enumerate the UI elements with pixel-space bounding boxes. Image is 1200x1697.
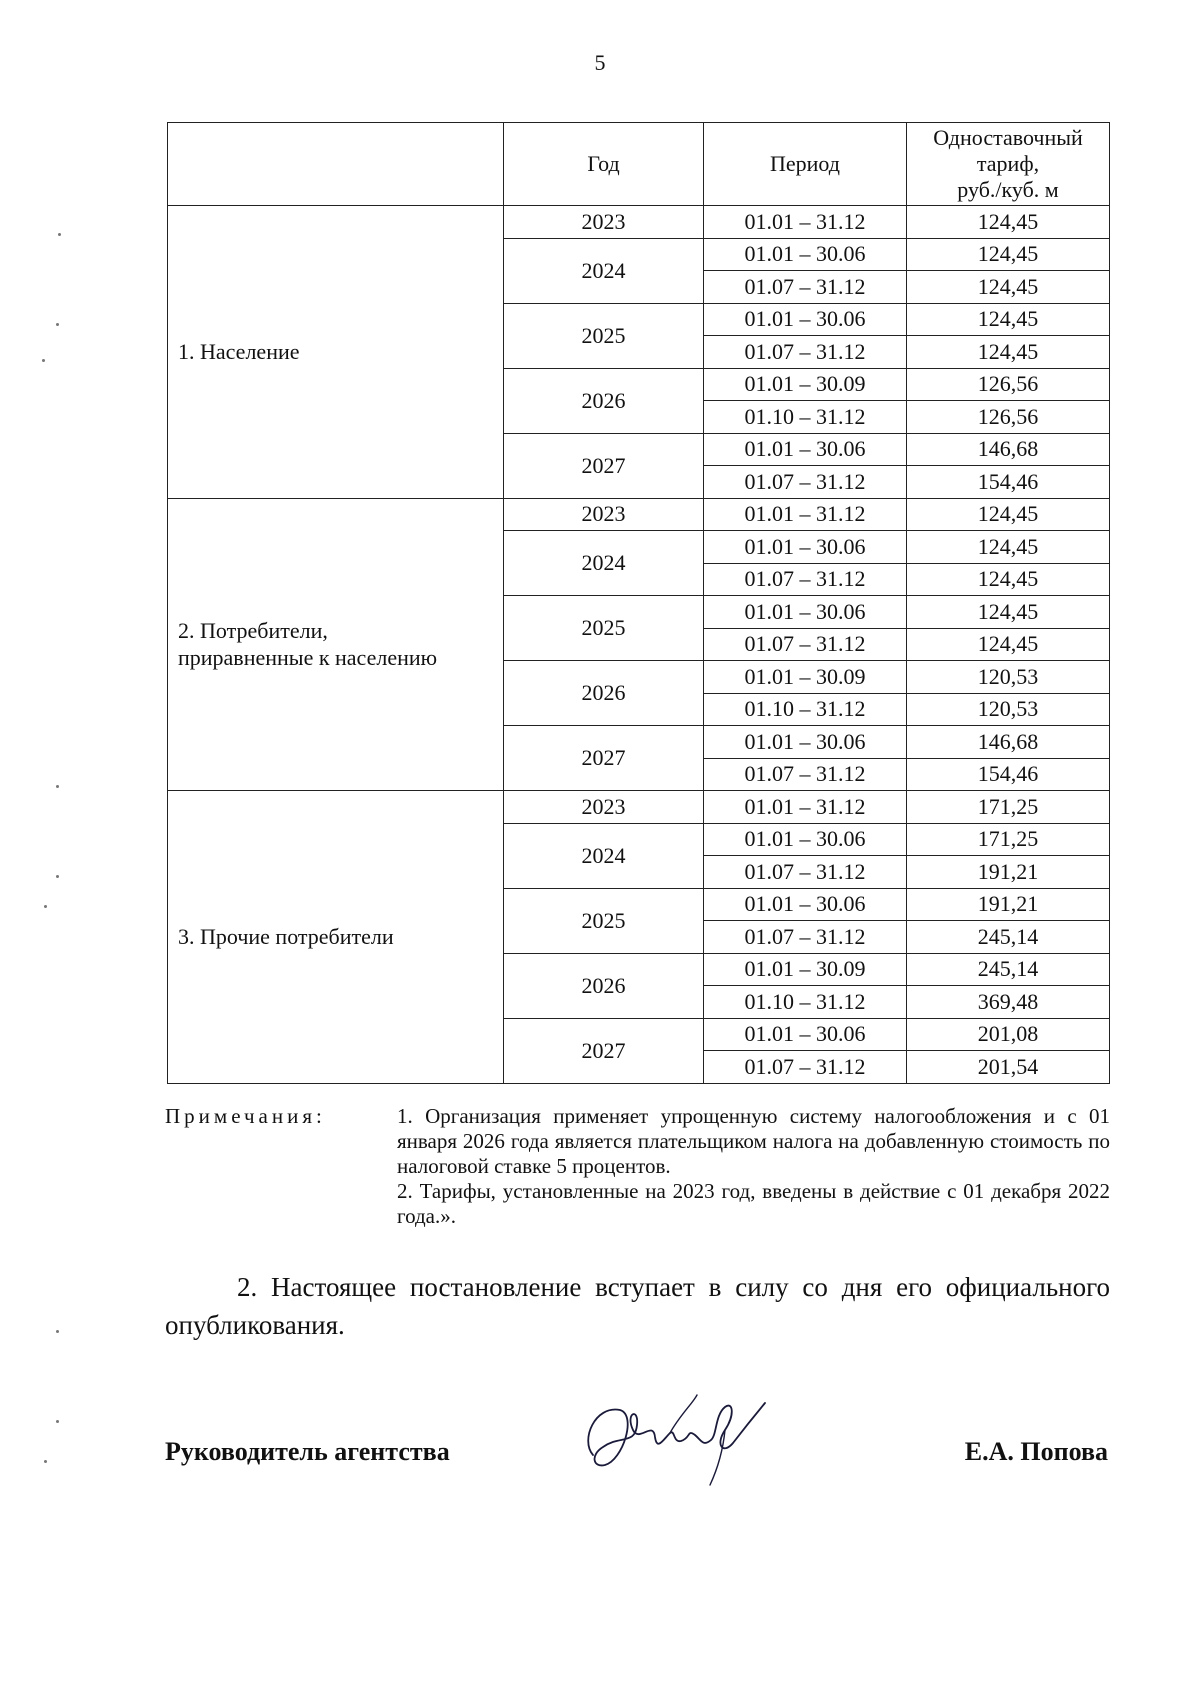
tariff-cell: 120,53	[907, 693, 1110, 726]
scan-speck	[56, 1330, 59, 1333]
header-tariff	[907, 123, 1110, 206]
signature-icon	[575, 1385, 775, 1495]
note-item-2: 2. Тарифы, установленные на 2023 год, введены в действие с 01 декабря 2022 года.».	[397, 1179, 1110, 1228]
period-cell: 01.07 – 31.12	[704, 856, 907, 889]
period-cell: 01.01 – 30.09	[704, 953, 907, 986]
scan-speck	[56, 785, 59, 788]
group-label-prochie: 3. Прочие потребители	[168, 791, 504, 1084]
tariff-cell: 154,46	[907, 466, 1110, 499]
scan-speck	[56, 1420, 59, 1423]
tariff-cell: 124,45	[907, 563, 1110, 596]
page-number: 5	[594, 50, 606, 75]
tariff-cell: 369,48	[907, 986, 1110, 1019]
tariff-cell: 201,08	[907, 1018, 1110, 1051]
header-tariff-line2: тариф,	[976, 151, 1040, 176]
period-cell: 01.01 – 30.06	[704, 596, 907, 629]
period-cell: 01.10 – 31.12	[704, 986, 907, 1019]
period-cell: 01.07 – 31.12	[704, 271, 907, 304]
notes-label: Примечания:	[165, 1104, 326, 1128]
period-cell: 01.01 – 30.06	[704, 823, 907, 856]
period-cell: 01.07 – 31.12	[704, 758, 907, 791]
year-cell: 2023	[504, 498, 704, 531]
tariff-cell: 171,25	[907, 823, 1110, 856]
header-tariff-line3: руб./куб. м	[957, 177, 1059, 202]
year-cell: 2026	[504, 661, 704, 726]
period-cell: 01.01 – 30.06	[704, 433, 907, 466]
group-label-ravnye-naseleniyu	[168, 498, 504, 791]
period-cell: 01.01 – 30.06	[704, 888, 907, 921]
header-year: Год	[504, 123, 704, 206]
period-cell: 01.01 – 31.12	[704, 791, 907, 824]
year-cell: 2026	[504, 953, 704, 1018]
period-cell: 01.01 – 31.12	[704, 498, 907, 531]
tariff-cell: 126,56	[907, 368, 1110, 401]
year-cell: 2025	[504, 596, 704, 661]
tariff-cell: 146,68	[907, 726, 1110, 759]
tariff-cell: 154,46	[907, 758, 1110, 791]
tariff-cell: 245,14	[907, 921, 1110, 954]
year-cell: 2026	[504, 368, 704, 433]
tariff-cell: 124,45	[907, 531, 1110, 564]
period-cell: 01.01 – 30.06	[704, 1018, 907, 1051]
note-item-1: 1. Организация применяет упрощенную систему налогообложения и с 01 января 2026 года является плательщиком налога на добавленную стоимость по налоговой ставке 5 процентов.	[397, 1104, 1110, 1178]
period-cell: 01.01 – 30.06	[704, 726, 907, 759]
tariff-cell: 245,14	[907, 953, 1110, 986]
scan-speck	[44, 1460, 47, 1463]
group-label-line1: 2. Потребители,	[178, 618, 328, 644]
tariff-cell: 124,45	[907, 303, 1110, 336]
header-period: Период	[704, 123, 907, 206]
tariff-cell: 124,45	[907, 628, 1110, 661]
notes-body	[397, 1104, 1110, 1229]
period-cell: 01.01 – 30.09	[704, 661, 907, 694]
table-header-row	[168, 123, 1110, 206]
scan-speck	[42, 359, 45, 362]
tariff-cell: 124,45	[907, 271, 1110, 304]
group-label-line2: приравненные к населению	[178, 645, 438, 671]
period-cell: 01.07 – 31.12	[704, 628, 907, 661]
year-cell: 2024	[504, 823, 704, 888]
signer-title: Руководитель агентства	[165, 1437, 450, 1466]
scan-speck	[44, 905, 47, 908]
table-row	[168, 206, 1110, 239]
tariff-cell: 124,45	[907, 596, 1110, 629]
period-cell: 01.01 – 30.06	[704, 303, 907, 336]
year-cell: 2027	[504, 433, 704, 498]
header-group	[168, 123, 504, 206]
header-tariff-line1: Одноставочный	[933, 125, 1083, 150]
tariff-cell: 120,53	[907, 661, 1110, 694]
period-cell: 01.07 – 31.12	[704, 466, 907, 499]
scan-speck	[58, 233, 61, 236]
period-cell: 01.07 – 31.12	[704, 1051, 907, 1084]
table-row	[168, 791, 1110, 824]
tariff-cell: 146,68	[907, 433, 1110, 466]
scan-speck	[56, 875, 59, 878]
tariff-cell: 191,21	[907, 888, 1110, 921]
period-cell: 01.01 – 30.09	[704, 368, 907, 401]
period-cell: 01.10 – 31.12	[704, 401, 907, 434]
tariff-cell: 126,56	[907, 401, 1110, 434]
tariff-cell: 124,45	[907, 238, 1110, 271]
scan-speck	[56, 323, 59, 326]
period-cell: 01.07 – 31.12	[704, 563, 907, 596]
year-cell: 2023	[504, 206, 704, 239]
year-cell: 2025	[504, 303, 704, 368]
tariff-cell: 171,25	[907, 791, 1110, 824]
tariff-cell: 124,45	[907, 206, 1110, 239]
tariff-cell: 124,45	[907, 336, 1110, 369]
signer-name: Е.А. Попова	[964, 1437, 1108, 1466]
effective-clause: 2. Настоящее постановление вступает в силу со дня его официального опубликования.	[165, 1272, 1110, 1340]
period-cell: 01.07 – 31.12	[704, 336, 907, 369]
group-label-naselenie: 1. Население	[168, 206, 504, 499]
year-cell: 2024	[504, 238, 704, 303]
tariff-cell: 124,45	[907, 498, 1110, 531]
year-cell: 2027	[504, 1018, 704, 1083]
year-cell: 2027	[504, 726, 704, 791]
period-cell: 01.01 – 30.06	[704, 531, 907, 564]
period-cell: 01.07 – 31.12	[704, 921, 907, 954]
period-cell: 01.01 – 31.12	[704, 206, 907, 239]
tariff-cell: 191,21	[907, 856, 1110, 889]
tariff-cell: 201,54	[907, 1051, 1110, 1084]
year-cell: 2023	[504, 791, 704, 824]
year-cell: 2025	[504, 888, 704, 953]
tariff-table	[167, 122, 1110, 1084]
year-cell: 2024	[504, 531, 704, 596]
period-cell: 01.10 – 31.12	[704, 693, 907, 726]
period-cell: 01.01 – 30.06	[704, 238, 907, 271]
table-row	[168, 498, 1110, 531]
